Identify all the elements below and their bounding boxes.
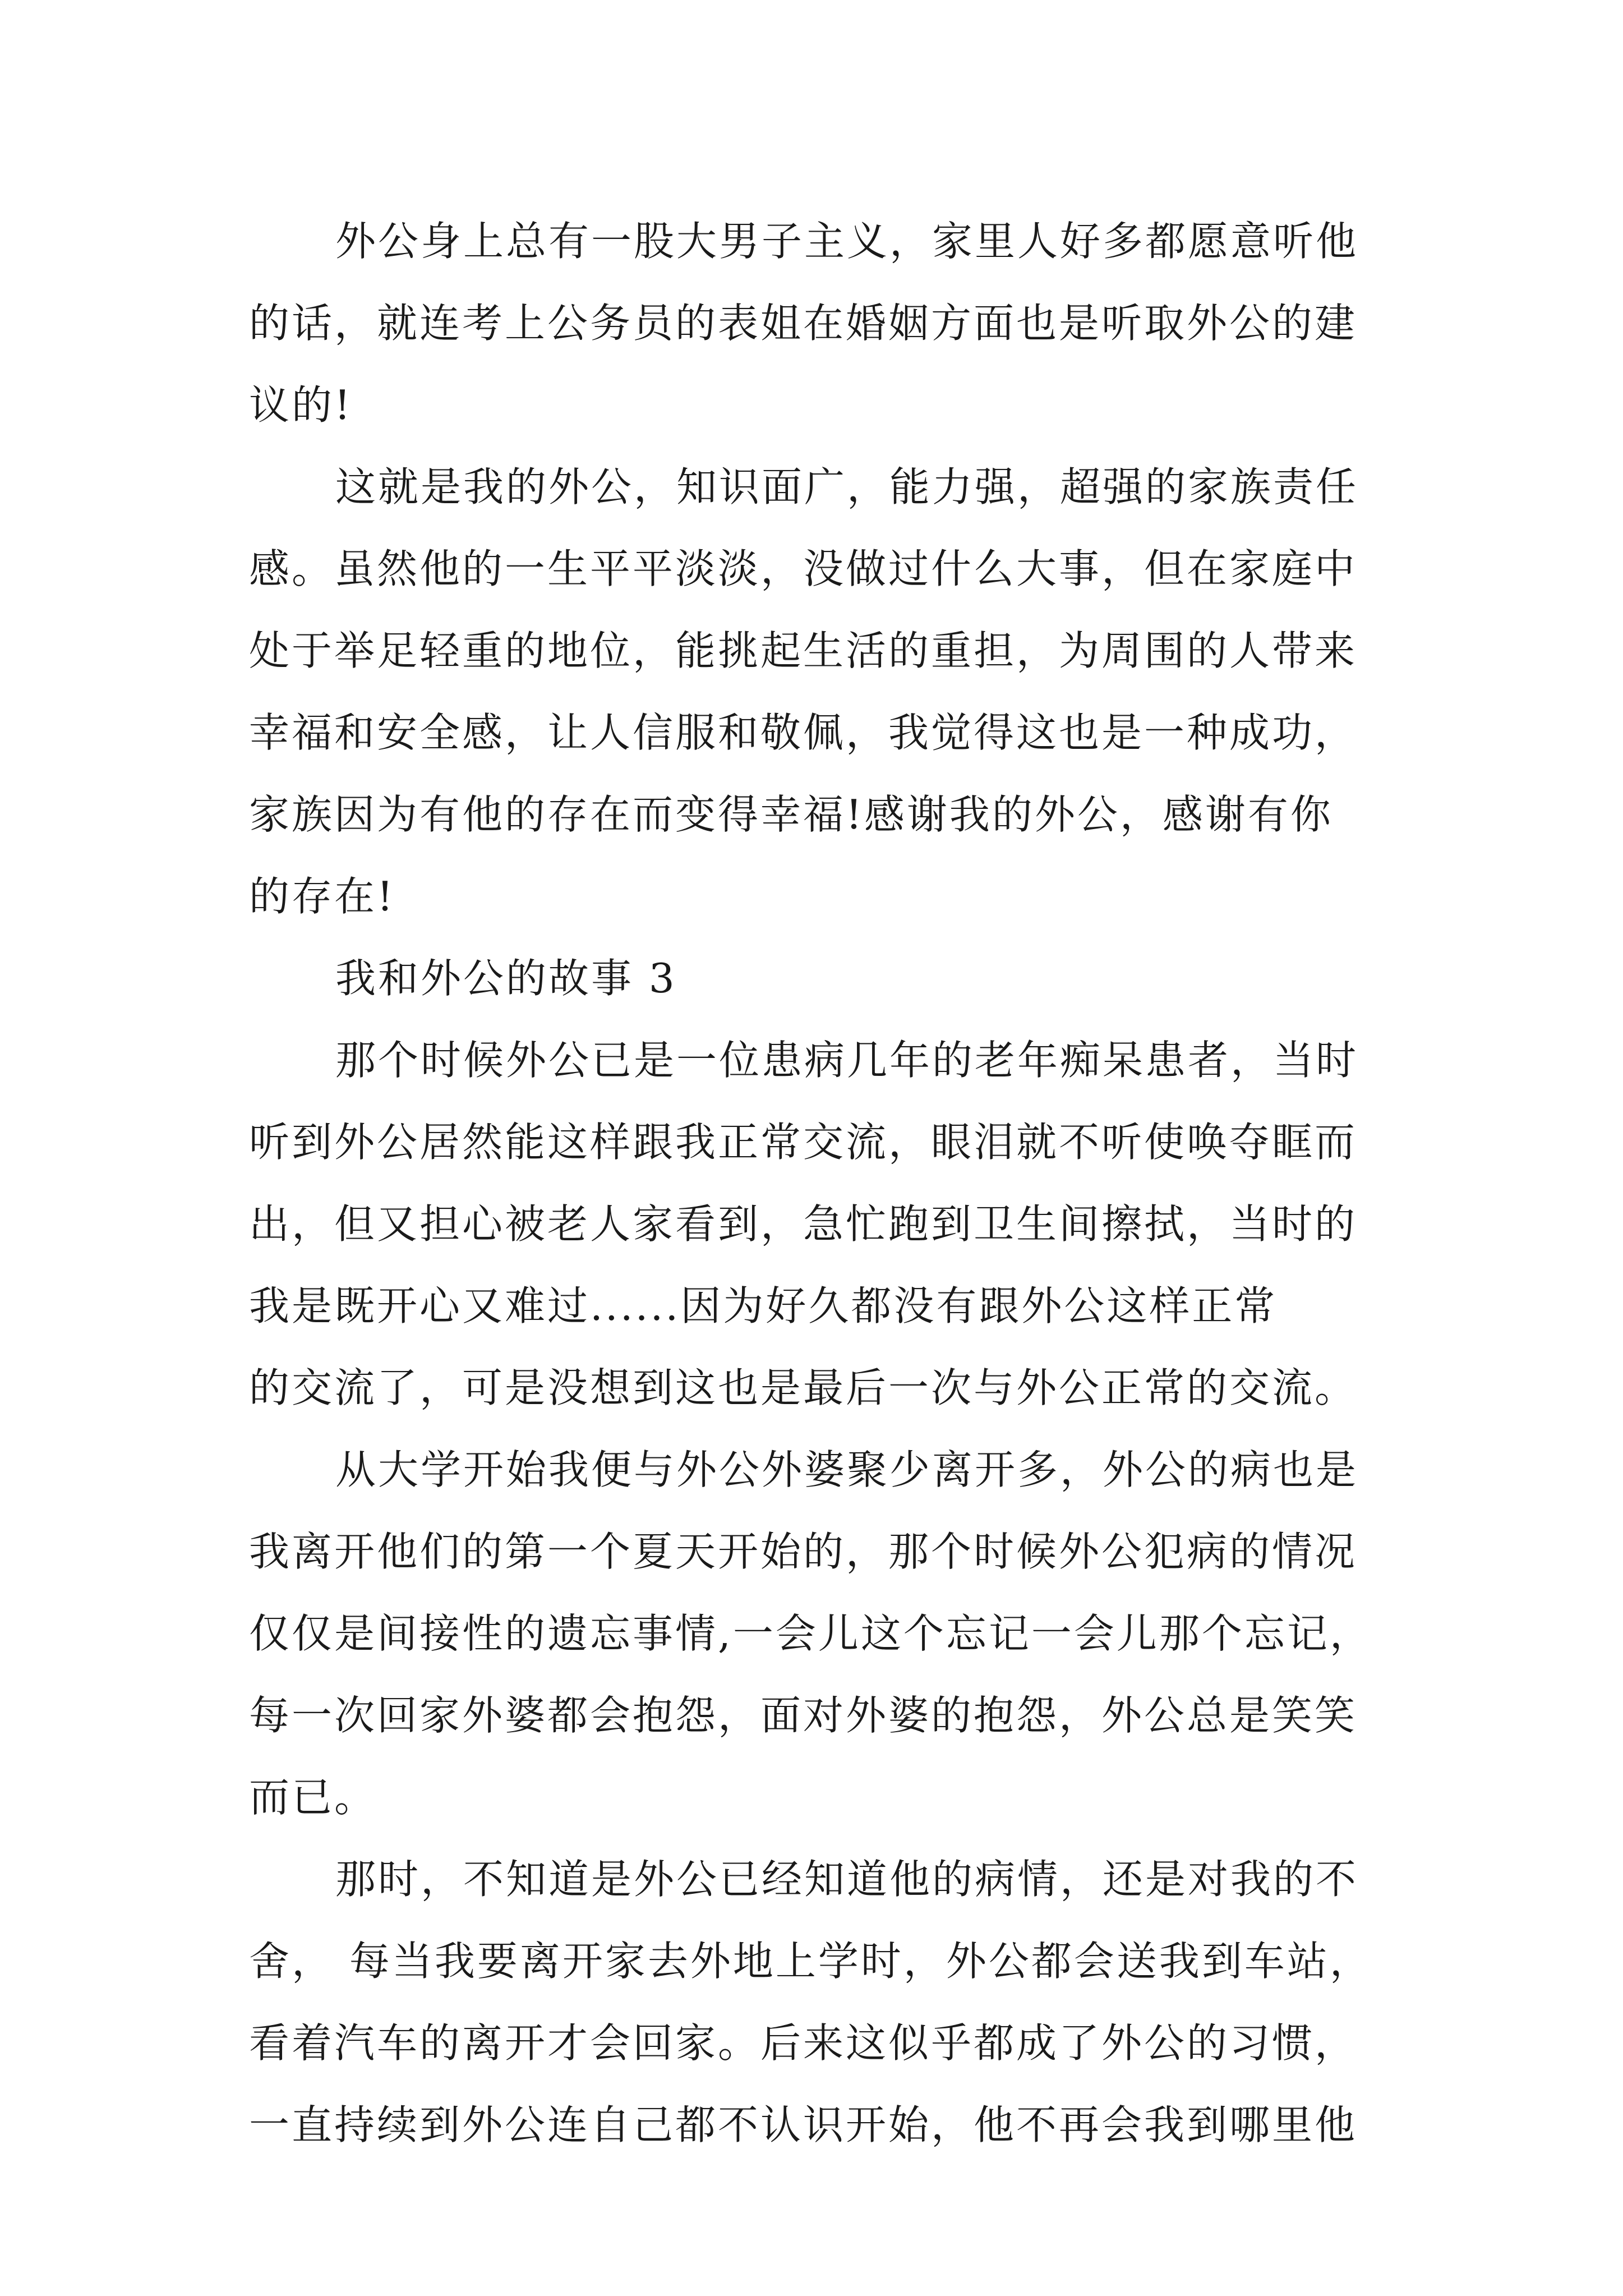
text-line-13: 我是既开心又难过......因为好久都没有跟外公这样正常 <box>249 1282 1278 1329</box>
text-line-16: 我离开他们的第一个夏天开始的，那个时候外公犯病的情况 <box>249 1528 1358 1575</box>
text-line-8: 家族因为有他的存在而变得幸福!感谢我的外公，感谢有你 <box>249 791 1333 838</box>
text-line-2: 的话，就连考上公务员的表姐在婚姻方面也是听取外公的建 <box>249 300 1358 347</box>
text-line-14: 的交流了，可是没想到这也是最后一次与外公正常的交流。 <box>249 1364 1358 1411</box>
text-line-19: 而已。 <box>249 1774 377 1821</box>
text-line-1: 外公身上总有一股大男子主义，家里人好多都愿意听他 <box>335 218 1359 265</box>
text-line-11: 听到外公居然能这样跟我正常交流，眼泪就不听使唤夺眶而 <box>249 1119 1358 1166</box>
section-heading: 我和外公的故事 3 <box>335 955 677 1002</box>
text-line-9: 的存在! <box>249 873 395 920</box>
text-line-18: 每一次回家外婆都会抱怨，面对外婆的抱怨，外公总是笑笑 <box>249 1692 1358 1739</box>
text-line-15: 从大学开始我便与外公外婆聚少离开多，外公的病也是 <box>335 1446 1359 1493</box>
text-line-23: 一直持续到外公连自己都不认识开始，他不再会我到哪里他 <box>249 2101 1358 2148</box>
text-line-12: 出，但又担心被老人家看到，急忙跑到卫生间擦拭，当时的 <box>249 1200 1358 1248</box>
text-line-4: 这就是我的外公，知识面广，能力强，超强的家族责任 <box>335 463 1359 510</box>
text-line-17: 仅仅是间接性的遗忘事情,一会儿这个忘记一会儿那个忘记， <box>249 1610 1372 1657</box>
text-line-7: 幸福和安全感，让人信服和敬佩，我觉得这也是一种成功， <box>249 709 1358 756</box>
text-line-3: 议的! <box>249 381 353 429</box>
text-line-21: 舍， 每当我要离开家去外地上学时，外公都会送我到车站， <box>249 1938 1372 1985</box>
text-line-22: 看着汽车的离开才会回家。后来这似乎都成了外公的习惯， <box>249 2019 1358 2067</box>
text-line-20: 那时，不知道是外公已经知道他的病情，还是对我的不 <box>335 1856 1359 1903</box>
text-line-6: 处于举足轻重的地位，能挑起生活的重担，为周围的人带来 <box>249 627 1358 674</box>
text-line-5: 感。虽然他的一生平平淡淡，没做过什么大事，但在家庭中 <box>249 545 1358 592</box>
text-line-10: 那个时候外公已是一位患病几年的老年痴呆患者，当时 <box>335 1037 1359 1084</box>
